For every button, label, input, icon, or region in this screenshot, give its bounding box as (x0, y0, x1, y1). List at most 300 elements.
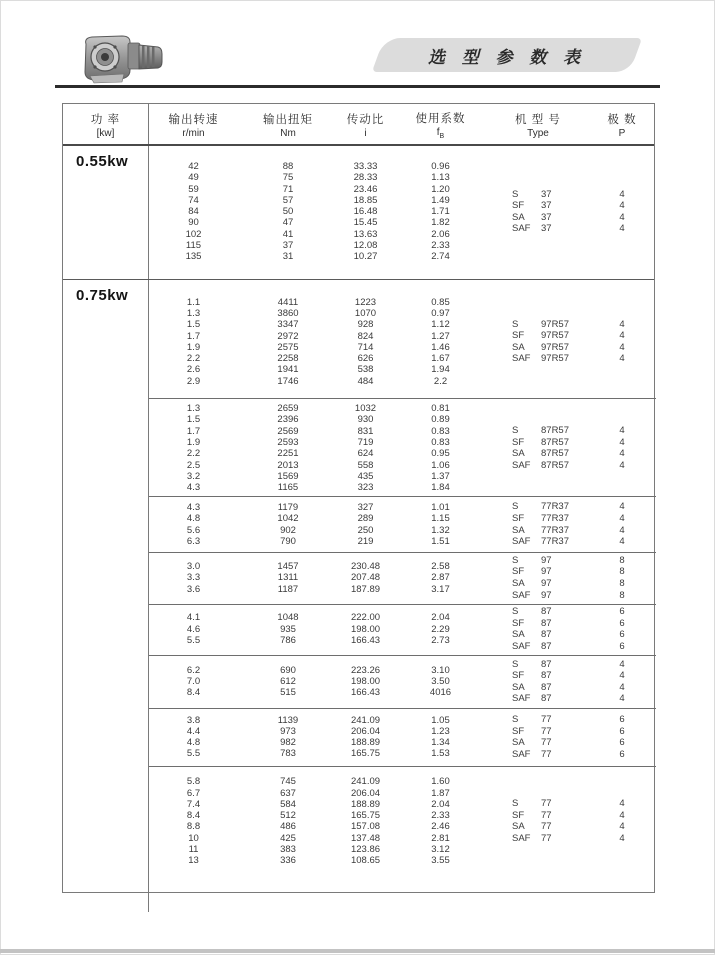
output-speed-values (149, 297, 238, 387)
value: 935 (280, 623, 296, 635)
value: 902 (280, 524, 296, 536)
gearmotor-illustration (72, 30, 168, 86)
value: 2.33 (431, 810, 450, 822)
type-model: 97 (541, 554, 552, 566)
value: 1.23 (431, 725, 450, 737)
type-prefix: SF (512, 566, 525, 578)
type-prefix: SAF (512, 353, 531, 365)
type-prefix: SAF (512, 640, 531, 652)
type-model: 37 (541, 223, 552, 235)
type-prefix: SA (512, 821, 525, 833)
pole-value: 6 (619, 737, 625, 749)
type-value (512, 726, 588, 738)
group-list (149, 146, 656, 279)
value: 157.08 (350, 821, 381, 833)
value: 250 (357, 524, 374, 536)
pole-value: 4 (619, 353, 625, 365)
value: 790 (280, 535, 296, 547)
value: 336 (280, 855, 296, 867)
pole-value: 4 (619, 448, 625, 460)
pole-value: 6 (619, 713, 625, 725)
type-prefix: S (512, 501, 519, 513)
data-group (149, 604, 656, 654)
value: 2569 (277, 425, 299, 437)
value: 626 (357, 353, 374, 365)
value: 538 (357, 364, 374, 376)
value: 2.6 (186, 364, 201, 376)
type-prefix: S (512, 554, 519, 566)
value: 207.48 (350, 572, 381, 584)
value: 783 (280, 748, 296, 760)
type-value (512, 212, 588, 224)
value: 8.8 (186, 821, 201, 833)
type-model: 77 (541, 748, 552, 760)
value: 2.58 (431, 561, 450, 573)
type-model: 77R37 (541, 501, 569, 513)
pole-values (588, 714, 656, 760)
type-model: 87 (541, 681, 552, 693)
value: 42 (188, 161, 199, 172)
service-factor-values (393, 776, 488, 866)
value: 88 (282, 161, 294, 172)
column-unit-subscript: B (439, 133, 445, 140)
ratio-values (338, 714, 393, 760)
value: 1.51 (431, 535, 450, 547)
page-title: 选 型 参 数 表 (428, 47, 586, 67)
value: 1.27 (431, 330, 450, 342)
pole-value: 4 (619, 211, 625, 223)
value: 1165 (277, 482, 299, 494)
column-label: 输出扭矩 (263, 114, 313, 126)
pole-value: 4 (619, 341, 625, 353)
type-model: 87R57 (541, 459, 569, 471)
output-torque-values (238, 501, 338, 547)
value: 1.20 (431, 183, 450, 195)
service-factor-values (393, 606, 488, 652)
value: 1032 (354, 403, 377, 415)
pole-values (588, 776, 656, 866)
type-model: 97 (541, 577, 552, 589)
value: 7.4 (186, 798, 201, 810)
type-prefix: S (512, 798, 519, 810)
value: 115 (185, 240, 202, 252)
type-values (488, 659, 588, 705)
column-header-2 (238, 104, 338, 144)
type-values (488, 297, 588, 387)
type-value (512, 566, 588, 578)
pole-value: 4 (619, 188, 625, 200)
value: 1.3 (186, 307, 201, 319)
value: 74 (188, 194, 199, 206)
type-prefix: S (512, 713, 519, 725)
value: 4411 (277, 296, 299, 308)
data-group (149, 146, 656, 279)
type-prefix: SF (512, 617, 525, 629)
data-group (149, 496, 656, 551)
value: 28.33 (353, 172, 378, 184)
value: 1179 (277, 502, 299, 514)
type-values (488, 555, 588, 601)
value: 1.9 (186, 341, 201, 353)
type-model: 37 (541, 200, 552, 212)
value: 166.43 (350, 687, 381, 699)
type-prefix: SAF (512, 748, 531, 760)
value: 4.4 (186, 725, 201, 737)
output-torque-values (238, 659, 338, 705)
ratio-values (338, 161, 393, 263)
data-group (149, 708, 656, 766)
value: 4.3 (186, 502, 201, 514)
pole-values (588, 297, 656, 387)
value: 612 (280, 676, 296, 688)
type-value (512, 425, 588, 437)
value: 435 (357, 470, 374, 482)
output-speed-values (149, 659, 238, 705)
value: 2575 (277, 341, 299, 353)
value: 1.05 (431, 714, 450, 726)
value: 71 (282, 183, 294, 195)
value: 1457 (277, 561, 299, 573)
value: 0.85 (431, 296, 450, 308)
column-header-6 (588, 104, 656, 144)
value: 1070 (354, 307, 377, 319)
pole-value: 4 (619, 821, 625, 833)
value: 90 (188, 217, 199, 229)
value: 323 (357, 482, 374, 494)
value: 198.00 (350, 676, 381, 688)
value: 219 (357, 535, 374, 547)
value: 3.50 (431, 676, 450, 688)
output-torque-values (238, 714, 338, 760)
type-value (512, 525, 588, 537)
value: 10 (188, 832, 199, 844)
pole-value: 4 (619, 318, 625, 330)
value: 1.7 (186, 425, 201, 437)
pole-value: 8 (619, 589, 625, 601)
type-value (512, 353, 588, 365)
pole-value: 8 (619, 554, 625, 566)
type-model: 87R57 (541, 436, 569, 448)
value: 1311 (277, 572, 299, 584)
value: 6.7 (186, 787, 201, 799)
value: 584 (280, 798, 296, 810)
output-speed-values (149, 606, 238, 652)
value: 75 (282, 172, 294, 184)
type-model: 77 (541, 809, 552, 821)
pole-value: 4 (619, 693, 625, 705)
pole-value: 4 (619, 670, 625, 682)
value: 166.43 (350, 635, 381, 646)
type-prefix: SF (512, 436, 525, 448)
pole-value: 4 (619, 524, 625, 536)
type-prefix: S (512, 425, 519, 437)
output-torque-values (238, 555, 338, 601)
ratio-values (338, 606, 393, 652)
type-model: 97R57 (541, 318, 569, 330)
gearmotor-logo-image (72, 30, 168, 86)
value: 2258 (277, 353, 299, 365)
type-prefix: SF (512, 330, 525, 342)
type-value (512, 659, 588, 671)
power-cell (63, 280, 149, 912)
page-title-badge (372, 38, 642, 72)
column-header-0 (63, 104, 149, 144)
value: 2.81 (431, 832, 450, 844)
value: 1.3 (186, 403, 201, 415)
type-model: 87 (541, 640, 552, 652)
pole-value: 4 (619, 436, 625, 448)
value: 1.49 (431, 194, 450, 206)
value: 2251 (277, 448, 299, 460)
type-prefix: S (512, 658, 519, 670)
column-unit: i (364, 128, 367, 139)
type-value (512, 641, 588, 653)
value: 165.75 (350, 810, 381, 822)
value: 2.87 (431, 572, 450, 584)
column-unit: $f_B$ (436, 127, 445, 140)
pole-values (588, 161, 656, 263)
type-model: 87R57 (541, 448, 569, 460)
value: 3860 (277, 307, 299, 319)
pole-value: 4 (619, 798, 625, 810)
pole-value: 6 (619, 629, 625, 641)
type-prefix: SA (512, 629, 525, 641)
value: 187.89 (350, 583, 381, 595)
column-unit: r/min (182, 128, 205, 139)
value: 6.3 (186, 535, 201, 547)
pole-values (588, 606, 656, 652)
table-body (63, 146, 654, 912)
pole-value: 4 (619, 809, 625, 821)
value: 1187 (277, 583, 299, 595)
value: 1.01 (431, 502, 450, 514)
value: 2593 (277, 436, 299, 448)
type-prefix: SF (512, 670, 525, 682)
value: 512 (280, 810, 296, 822)
pole-value: 4 (619, 425, 625, 437)
pole-values (588, 659, 656, 705)
page-header (0, 0, 715, 86)
type-value (512, 501, 588, 513)
type-value (512, 448, 588, 460)
type-prefix: SF (512, 513, 525, 525)
pole-value: 4 (619, 833, 625, 845)
column-unit: [kw] (96, 128, 115, 139)
column-label: 极 数 (607, 114, 637, 126)
value: 5.5 (186, 748, 201, 760)
value: 1.71 (431, 206, 450, 218)
value: 8.4 (186, 687, 201, 699)
column-label: 输出转速 (168, 114, 219, 126)
value: 0.89 (431, 414, 450, 426)
pole-value: 6 (619, 725, 625, 737)
value: 2972 (277, 330, 299, 342)
value: 484 (357, 375, 374, 387)
value: 18.85 (353, 194, 378, 206)
type-prefix: SAF (512, 223, 531, 235)
type-model: 87 (541, 670, 552, 682)
pole-values (588, 501, 656, 547)
type-model: 37 (541, 188, 552, 200)
pole-value: 4 (619, 459, 625, 471)
type-prefix: SAF (512, 459, 531, 471)
ratio-values (338, 403, 393, 493)
type-model: 87R57 (541, 425, 569, 437)
value: 1.12 (431, 319, 450, 331)
ratio-values (338, 501, 393, 547)
column-label: 功 率 (90, 114, 121, 126)
value: 198.00 (350, 623, 381, 635)
value: 223.26 (350, 664, 381, 676)
service-factor-values (393, 714, 488, 760)
data-group (149, 280, 656, 398)
value: 102 (185, 228, 202, 240)
value: 49 (188, 172, 199, 184)
output-torque-values (238, 776, 338, 866)
value: 637 (280, 787, 296, 799)
value: 59 (188, 183, 199, 195)
pole-value: 4 (619, 658, 625, 670)
value: 786 (280, 635, 296, 646)
value: 1.13 (431, 172, 450, 184)
value: 690 (280, 664, 296, 676)
value: 188.89 (350, 737, 381, 749)
output-speed-values (149, 501, 238, 547)
pole-value: 8 (619, 566, 625, 578)
value: 57 (282, 194, 294, 206)
value: 0.83 (431, 436, 450, 448)
value: 1139 (277, 714, 299, 726)
type-value (512, 798, 588, 810)
type-model: 77 (541, 737, 552, 749)
pole-value: 4 (619, 223, 625, 235)
pole-value: 6 (619, 748, 625, 760)
type-value (512, 693, 588, 705)
value: 1569 (277, 470, 299, 482)
value: 222.00 (350, 612, 381, 624)
value: 23.46 (353, 183, 378, 195)
type-value (512, 189, 588, 201)
ratio-values (338, 776, 393, 866)
value: 1.82 (431, 217, 450, 229)
value: 1.06 (431, 459, 450, 471)
type-value (512, 513, 588, 525)
power-cell (63, 146, 149, 279)
value: 3.6 (186, 583, 201, 595)
data-group (149, 398, 656, 496)
type-model: 77 (541, 725, 552, 737)
value: 84 (188, 206, 199, 218)
ratio-values (338, 297, 393, 387)
value: 1.15 (431, 513, 450, 525)
value: 3.2 (186, 470, 201, 482)
value: 1.46 (431, 341, 450, 353)
type-prefix: SF (512, 809, 525, 821)
type-model: 77R37 (541, 513, 569, 525)
type-model: 77 (541, 821, 552, 833)
pole-value: 4 (619, 513, 625, 525)
value: 558 (357, 459, 374, 471)
type-value (512, 821, 588, 833)
power-label: 0.55kw (76, 153, 129, 170)
value: 1.1 (186, 296, 201, 308)
group-list (149, 280, 656, 912)
value: 1.84 (431, 482, 450, 494)
value: 3.3 (186, 572, 201, 584)
power-label: 0.75kw (76, 286, 129, 304)
value: 1.60 (431, 776, 450, 788)
type-values (488, 501, 588, 547)
output-speed-values (149, 403, 238, 493)
value: 4.8 (186, 737, 201, 749)
value: 1.94 (431, 364, 450, 376)
type-value (512, 437, 588, 449)
value: 383 (280, 844, 296, 856)
value: 1.32 (431, 524, 450, 536)
type-value (512, 737, 588, 749)
value: 0.83 (431, 425, 450, 437)
output-torque-values (238, 161, 338, 263)
value: 4016 (429, 687, 452, 699)
value: 2.74 (431, 251, 450, 263)
type-value (512, 460, 588, 472)
value: 327 (357, 502, 374, 514)
value: 289 (357, 513, 374, 525)
value: 2659 (277, 403, 299, 415)
value: 108.65 (350, 855, 381, 867)
value: 165.75 (350, 748, 381, 760)
value: 5.6 (186, 524, 201, 536)
value: 188.89 (350, 798, 381, 810)
value: 1.7 (186, 330, 201, 342)
value: 2.06 (431, 228, 450, 240)
output-speed-values (149, 714, 238, 760)
pole-value: 4 (619, 501, 625, 513)
type-model: 37 (541, 211, 552, 223)
type-model: 77R37 (541, 524, 569, 536)
value: 2.04 (431, 612, 450, 624)
column-label: 机 型 号 (515, 114, 561, 126)
value: 4.6 (186, 623, 201, 635)
column-unit: Nm (280, 128, 296, 139)
value: 1.34 (431, 737, 450, 749)
value: 12.08 (353, 240, 378, 252)
type-prefix: SF (512, 725, 525, 737)
data-group (149, 655, 656, 708)
value: 2.33 (431, 240, 450, 252)
value: 714 (357, 341, 374, 353)
value: 928 (357, 319, 374, 331)
power-section (63, 146, 654, 279)
service-factor-values (393, 403, 488, 493)
type-value (512, 319, 588, 331)
type-model: 87 (541, 658, 552, 670)
value: 135 (185, 251, 202, 263)
value: 4.3 (186, 482, 201, 494)
ratio-values (338, 659, 393, 705)
value: 206.04 (350, 787, 381, 799)
type-model: 97 (541, 589, 552, 601)
value: 241.09 (350, 776, 381, 788)
type-value (512, 749, 588, 761)
value: 1.87 (431, 787, 450, 799)
value: 241.09 (350, 714, 381, 726)
type-values (488, 161, 588, 263)
value: 982 (280, 737, 296, 749)
type-prefix: SA (512, 681, 525, 693)
type-value (512, 330, 588, 342)
value: 3.10 (431, 664, 450, 676)
